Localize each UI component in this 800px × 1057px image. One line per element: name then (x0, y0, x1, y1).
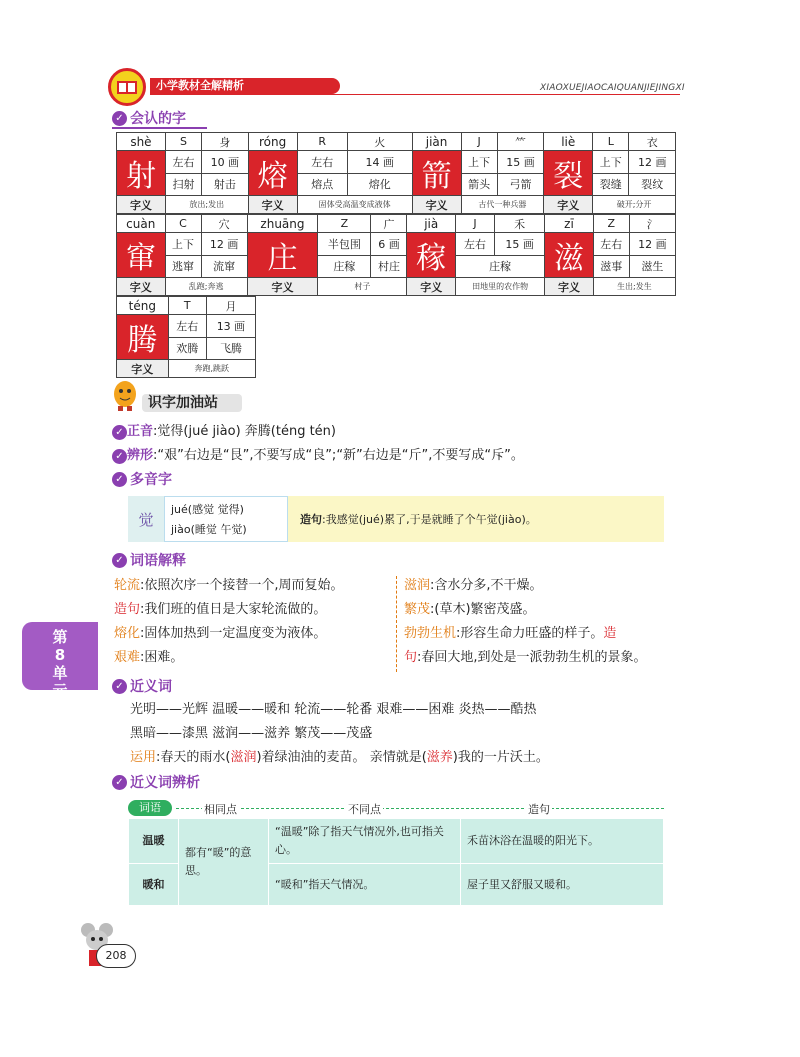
page-number: 208 (96, 944, 136, 968)
syn-table: 温暖 都有“暖”的意思。 “温暖”除了指天气情况外,也可指关心。 禾苗沐浴在温暖的阳光下。 暖和 “暖和”指天气情况。 屋子里又舒服又暖和。 (128, 818, 664, 906)
polyphone-readings: jué(感觉 觉得) jiào(睡觉 午觉) (164, 496, 288, 542)
char-jian: 箭 (412, 151, 461, 196)
book-logo-icon (108, 68, 146, 106)
vocab-divider (396, 576, 397, 672)
char-jia: 稼 (407, 233, 456, 278)
section-polyphone: ✓ 多音字 (112, 469, 172, 489)
unit-tab: 第 8 单 元 (22, 622, 98, 690)
header-rule (150, 94, 680, 95)
section-synonym-diff: ✓ 近义词辨析 (112, 772, 200, 792)
section-vocab: ✓ 词语解释 (112, 550, 186, 570)
synonym-row2: 黑暗——漆黑 滋润——滋养 繁茂——茂盛 (130, 726, 373, 741)
synonym-usage: 运用:春天的雨水(滋润)着绿油油的麦苗。 亲情就是(滋养)我的一片沃土。 (130, 750, 549, 765)
zhengyin-line: ✓ 正音:觉得(jué jiào) 奔腾(téng tén) (112, 420, 336, 440)
polyphone-sentence: 造句 :我感觉(jué)累了,于是就睡了个午觉(jiào)。 (288, 496, 664, 542)
char-rong: 熔 (248, 151, 297, 196)
section-synonyms: ✓ 近义词 (112, 676, 172, 696)
vocab-right: 滋润:含水分多,不干燥。 繁茂:(草木)繁密茂盛。 勃勃生机:形容生命力旺盛的样子。造 句:春回大地,到处是一派勃勃生机的景象。 (404, 578, 647, 665)
syn-table-header: 词语 相同点 不同点 造句 (128, 800, 664, 818)
char-she: 射 (117, 151, 166, 196)
polyphone-char: 觉 (128, 496, 164, 542)
header-latin: XIAOXUEJIAOCAIQUANJIEJINGXI (540, 83, 685, 93)
header-title: 小学教材全解精析 (150, 78, 340, 94)
char-grid-row3: téng T 月 腾 左右 13 画 欢腾 飞腾 字义 奔跑,跳跃 (116, 296, 256, 378)
char-cuan: 窜 (117, 233, 166, 278)
section-underline (112, 127, 207, 129)
synonym-row1: 光明——光辉 温暖——暖和 轮流——轮番 艰难——困难 炎热——酷热 (130, 702, 537, 717)
char-zhuang: 庄 (247, 233, 318, 278)
vocab-left: 轮流:依照次序一个接替一个,周而复始。 造句:我们班的值日是大家轮流做的。 熔化:固体加热到一定温度变为液体。 艰难:困难。 (114, 578, 344, 665)
char-grid-row1: shè S 身 róng R 火 jiàn J ⺮ liè L 衣 射 左右 10 画 熔 左右 14 画 箭 上下 15 画 裂 上下 12 画 扫射 射击 熔点 熔化 箭头 弓箭 裂缝 裂纹 字义 放出;发出 字义 固体受高温变成液体 字义 古代一种兵器 字义 破开;分开 (116, 132, 676, 214)
char-grid-row2: cuàn C 穴 zhuāng Z 广 jià J 禾 zī Z 氵 窜 上下 12 画 庄 半包围 6 画 稼 左右 15 画 滋 左右 12 画 逃窜 流窜 庄稼 村庄 庄稼 滋事 滋生 字义 乱跑;奔逃 字义 村子 字义 田地里的农作物 字义 生出;发生 (116, 214, 676, 296)
section-recognize: ✓ 会认的字 (112, 108, 186, 128)
char-teng: 腾 (117, 315, 169, 360)
mascot-icon (110, 378, 140, 412)
station-title: 识字加油站 (142, 394, 242, 412)
bianxing-line: ✓ 辨形:“艰”右边是“艮”,不要写成“良”;“新”右边是“斤”,不要写成“斥”。 (112, 444, 524, 464)
char-lie: 裂 (544, 151, 593, 196)
char-zi: 滋 (545, 233, 594, 278)
check-icon: ✓ (112, 111, 127, 126)
